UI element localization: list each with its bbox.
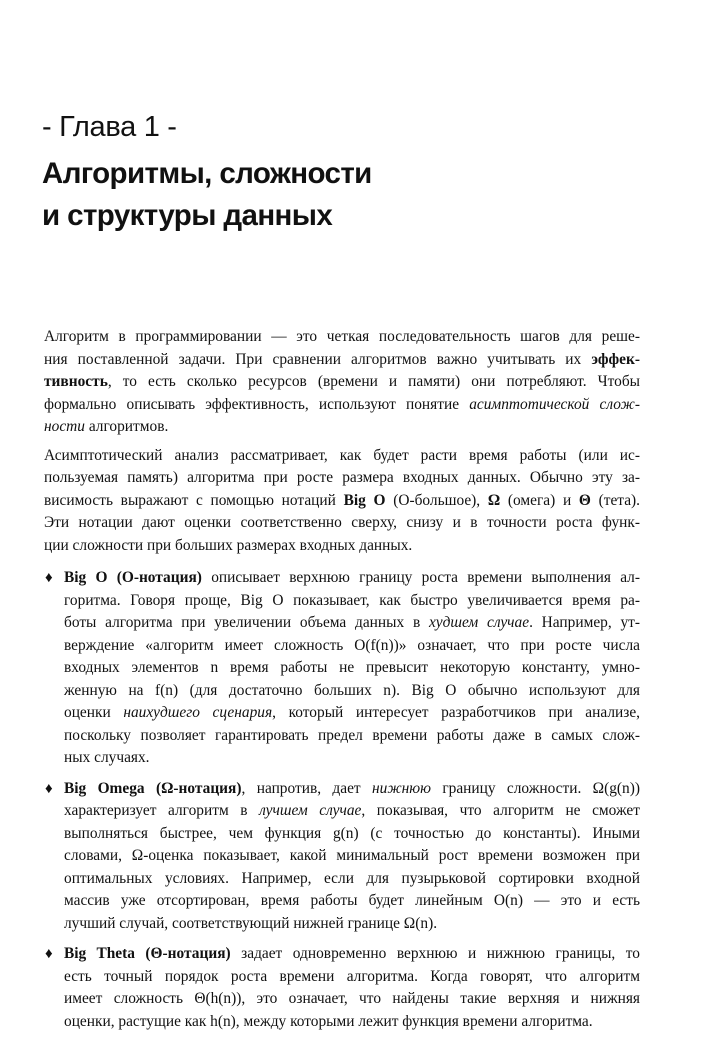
text-line: ния поставленной задачи. При сравнении алгоритмов важно учитывать их эффек- <box>44 350 640 368</box>
text-line: ции сложности при больших размерах входных данных. <box>44 536 413 554</box>
text-line: ных случаях. <box>64 749 150 766</box>
text-line: Алгоритм в программировании — это четкая последовательность шагов для реше- <box>44 328 640 345</box>
text-line: оптимальных условиях. Например, если для пузырьковой сортировки входной <box>64 869 640 887</box>
diamond-bullet-icon: ♦ <box>45 570 53 586</box>
chapter-label: - Глава 1 - <box>42 111 177 143</box>
text-line: женную на f(n) (для достаточно больших n). Big O обычно используют для <box>64 681 640 699</box>
text-line: Big Omega (Ω-нотация), напротив, дает нижнюю границу сложности. Ω(g(n)) <box>64 779 641 797</box>
text-line: боты алгоритма при увеличении объема данных в худшем случае. Например, ут- <box>64 614 640 631</box>
chapter-title <box>42 153 372 237</box>
chapter-title-line: Алгоритмы, сложности <box>42 157 372 190</box>
paragraph <box>44 326 640 439</box>
text-line: лучший случай, соответствующий нижней границе Ω(n). <box>64 914 438 932</box>
text-line: оценки наихудшего сценария, который интересует разработчиков при анализе, <box>64 704 641 721</box>
body-text <box>44 326 640 1041</box>
text-line: верждение «алгоритм имеет сложность O(f(n))» означает, что при росте числа <box>64 636 640 654</box>
text-line: формально описывать эффективность, используют понятие асимптотической слож- <box>44 395 640 413</box>
text-line: Асимптотический анализ рассматривает, как будет расти время работы (или ис- <box>44 446 640 464</box>
diamond-bullet-icon: ♦ <box>45 946 53 962</box>
text-line: поскольку позволяет гарантировать предел времени работы даже в самых слож- <box>64 726 640 744</box>
text-line: оценки, растущие как h(n), между которыми лежит функция времени алгоритма. <box>64 1012 593 1030</box>
text-line: Big O (O-нотация) описывает верхнюю границу роста времени выполнения ал- <box>64 569 640 586</box>
text-line: выполняться быстрее, чем функция g(n) (с точностью до константы). Иными <box>64 824 640 842</box>
text-line: входных элементов n время работы не превысит некоторую константу, умно- <box>64 659 640 676</box>
text-line: имеет сложность Θ(h(n)), это означает, что найдены такие верхняя и нижняя <box>64 990 640 1007</box>
text-line: Big Theta (Θ-нотация) задает одновременно верхнюю и нижнюю границы, то <box>64 945 640 962</box>
text-line: пользуемая память) алгоритма при росте размера входных данных. Обычно эту за- <box>44 469 640 486</box>
text-line: горитма. Говоря проще, Big O показывает, как быстро увеличивается время ра- <box>64 591 640 609</box>
chapter-title-line: и структуры данных <box>42 199 333 232</box>
text-line: словами, Ω-оценка показывает, какой минимальный рост времени возможен при <box>64 847 640 864</box>
text-line: Эти нотации дают оценки соответственно сверху, снизу и в точности роста функ- <box>44 514 640 531</box>
list-item <box>44 943 640 1033</box>
text-line: характеризует алгоритм в лучшем случае, показывая, что алгоритм не сможет <box>64 802 640 819</box>
text-line: ности алгоритмов. <box>44 418 169 435</box>
text-line: массив уже отсортирован, время работы будет линейным O(n) — это и есть <box>64 892 640 909</box>
list-item <box>44 567 640 770</box>
text-line: висимость выражают с помощью нотаций Big O (О-большое), Ω (омега) и Θ (тета). <box>44 491 640 509</box>
list-item <box>44 778 640 936</box>
text-line: есть точный порядок роста времени алгоритма. Когда говорят, что алгоритм <box>64 967 640 985</box>
diamond-bullet-icon: ♦ <box>45 780 53 797</box>
text-line: тивность, то есть сколько ресурсов (времени и памяти) они потребляют. Чтобы <box>44 373 640 390</box>
paragraph <box>44 445 640 558</box>
